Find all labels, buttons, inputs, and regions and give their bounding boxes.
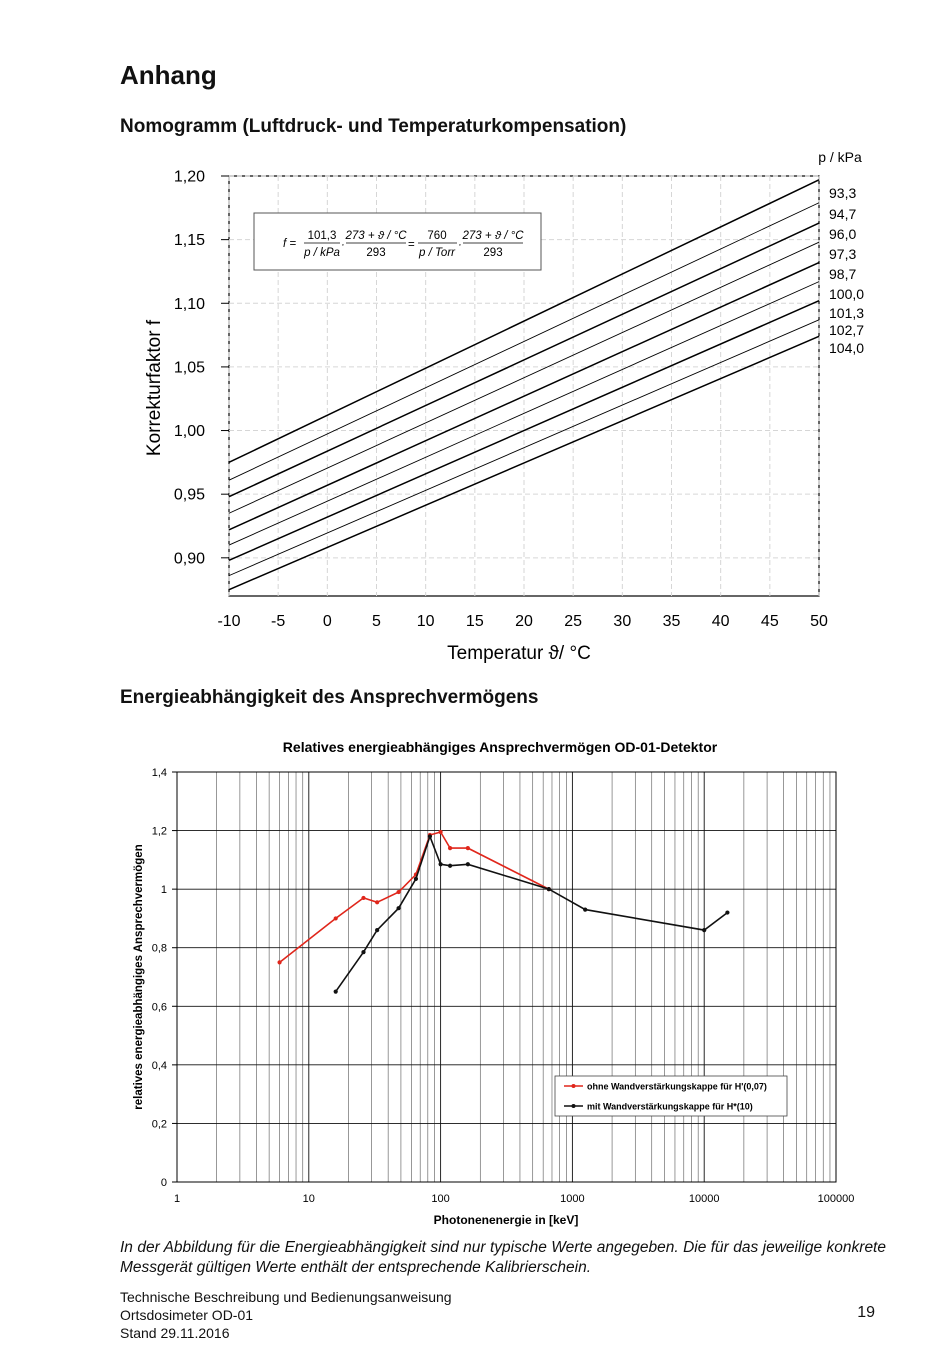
nomogram-x-tick-label: 25 [564, 613, 583, 630]
energy-point-black [414, 877, 418, 881]
formula-frac3-num: 760 [427, 230, 447, 242]
legend-red-marker [572, 1084, 576, 1088]
formula-lhs: f = [283, 238, 297, 250]
nomogram-legend-title: p / kPa [818, 149, 862, 165]
nomogram-section-title: Nomogramm (Luftdruck- und Temperaturkompensation) [120, 116, 627, 137]
nomogram-line-label: 97,3 [829, 246, 857, 262]
formula-equals: = [408, 239, 415, 251]
energy-point-black [396, 906, 400, 910]
formula-frac3-den: p / Torr [418, 247, 456, 259]
energy-series-black-line [336, 836, 728, 991]
nomogram-y-tick-label: 1,00 [173, 423, 205, 441]
nomogram-y-tick-label: 1,10 [173, 295, 205, 313]
formula-dot1: · [341, 239, 345, 251]
nomogram-line-labels [829, 185, 864, 356]
energy-y-axis-label: relatives energieabhängiges Ansprechvermögen [133, 844, 145, 1110]
energy-point-black [725, 910, 729, 914]
energy-x-tick-label: 100000 [817, 1193, 855, 1205]
nomogram-line-label: 101,3 [829, 305, 865, 321]
energy-x-tick-label: 1000 [560, 1193, 585, 1205]
energy-x-tick-label: 100 [431, 1193, 450, 1205]
energy-point-red [334, 916, 338, 920]
nomogram-line-label: 100,0 [829, 286, 865, 302]
nomogram-x-tick-label: 35 [662, 613, 681, 630]
energy-point-black [702, 928, 706, 932]
energy-point-red [448, 846, 452, 850]
energy-point-black [361, 950, 365, 954]
energy-point-black [428, 834, 432, 838]
nomogram-x-tick-label: -10 [217, 613, 241, 630]
formula-frac4-num: 273 + ϑ / °C [462, 230, 524, 242]
energy-x-tick-label: 10 [302, 1193, 315, 1205]
figure-caption: In der Abbildung für die Energieabhängigkeit sind nur typische Werte angegeben. Die für das jeweilige konkrete Messgerät gültigen Werte enthält der entsprechende Kalibrierschein. [120, 1239, 886, 1276]
nomogram-line-label: 104,0 [829, 340, 865, 356]
formula-frac1-den: p / kPa [304, 247, 340, 259]
footer-date: Stand 29.11.2016 [120, 1325, 230, 1341]
energy-section-title: Energieabhängigkeit des Ansprechvermögens [120, 687, 539, 708]
energy-response-chart [0, 730, 950, 1230]
energy-y-tick-label: 1,4 [151, 767, 167, 779]
page-number: 19 [857, 1304, 875, 1321]
formula-frac2-num: 273 + ϑ / °C [345, 230, 407, 242]
nomogram-pressure-line [229, 336, 819, 589]
energy-y-tick-label: 0 [160, 1177, 167, 1189]
nomogram-x-tick-label: -5 [271, 613, 286, 630]
nomogram-line-label: 98,7 [829, 266, 857, 282]
energy-point-red [375, 900, 379, 904]
page-heading: Anhang [120, 60, 217, 90]
energy-point-black [466, 862, 470, 866]
energy-series-red-line [280, 832, 549, 962]
nomogram-x-tick-label: 15 [465, 613, 484, 630]
nomogram-y-tick-label: 0,90 [173, 550, 205, 568]
nomogram-x-tick-label: 10 [416, 613, 435, 630]
nomogram-y-axis-label: Korrekturfaktor f [144, 319, 165, 457]
nomogram-line-label: 102,7 [829, 322, 865, 338]
energy-point-red [361, 896, 365, 900]
energy-y-tick-label: 0,6 [151, 1001, 167, 1014]
nomogram-x-tick-label: 45 [760, 613, 779, 630]
energy-x-axis-label: Photonenenergie in [keV] [433, 1213, 579, 1227]
energy-point-black [375, 928, 379, 932]
nomogram-line-label: 94,7 [829, 206, 857, 222]
energy-point-red [396, 890, 400, 894]
nomogram-x-tick-label: 0 [322, 613, 332, 630]
footer-document-title: Technische Beschreibung und Bedienungsanweisung [120, 1289, 452, 1305]
nomogram-x-tick-label: 40 [711, 613, 730, 630]
nomogram-formula [254, 213, 541, 270]
legend-red-label: ohne Wandverstärkungskappe für H'(0,07) [587, 1081, 767, 1092]
energy-point-black [583, 908, 587, 912]
nomogram-y-tick-label: 0,95 [173, 486, 205, 504]
nomogram-y-tick-label: 1,15 [173, 232, 205, 250]
nomogram-x-tick-label: 5 [372, 613, 381, 630]
energy-y-tick-label: 0,4 [151, 1059, 167, 1072]
energy-point-black [334, 990, 338, 994]
energy-legend [555, 1076, 787, 1116]
nomogram-line-label: 93,3 [829, 185, 857, 201]
energy-chart-title: Relatives energieabhängiges Ansprechvermögen OD-01-Detektor [282, 739, 718, 755]
legend-black-label: mit Wandverstärkungskappe für H*(10) [587, 1101, 753, 1112]
energy-point-black [439, 862, 443, 866]
nomogram-y-tick-label: 1,05 [173, 359, 205, 377]
energy-y-tick-label: 0,8 [151, 942, 167, 955]
energy-y-tick-label: 1,2 [151, 825, 167, 838]
nomogram-y-tick-label: 1,20 [173, 168, 205, 186]
energy-plot-frame [177, 772, 836, 1182]
energy-point-red [466, 846, 470, 850]
formula-frac1-num: 101,3 [307, 230, 337, 242]
legend-black-marker [572, 1104, 576, 1108]
formula-frac4-den: 293 [483, 247, 503, 259]
formula-frac2-den: 293 [366, 247, 386, 259]
energy-point-black [448, 864, 452, 868]
energy-tick-labels [152, 767, 855, 1205]
energy-x-tick-label: 1 [173, 1193, 181, 1205]
energy-point-black [547, 887, 551, 891]
energy-x-tick-label: 10000 [688, 1193, 720, 1205]
energy-point-red [439, 830, 443, 834]
energy-y-tick-label: 1 [160, 884, 167, 897]
energy-grid [172, 772, 836, 1182]
nomogram-line-label: 96,0 [829, 226, 857, 242]
nomogram-x-tick-label: 50 [810, 613, 828, 630]
energy-point-red [277, 960, 281, 964]
formula-dot2: · [458, 239, 462, 251]
energy-y-tick-label: 0,2 [151, 1118, 167, 1131]
nomogram-x-tick-label: 30 [613, 613, 632, 630]
nomogram-x-tick-label: 20 [515, 613, 533, 630]
footer-device-name: Ortsdosimeter OD-01 [120, 1307, 254, 1323]
nomogram-x-axis-label: Temperatur ϑ/ °C [447, 643, 591, 664]
